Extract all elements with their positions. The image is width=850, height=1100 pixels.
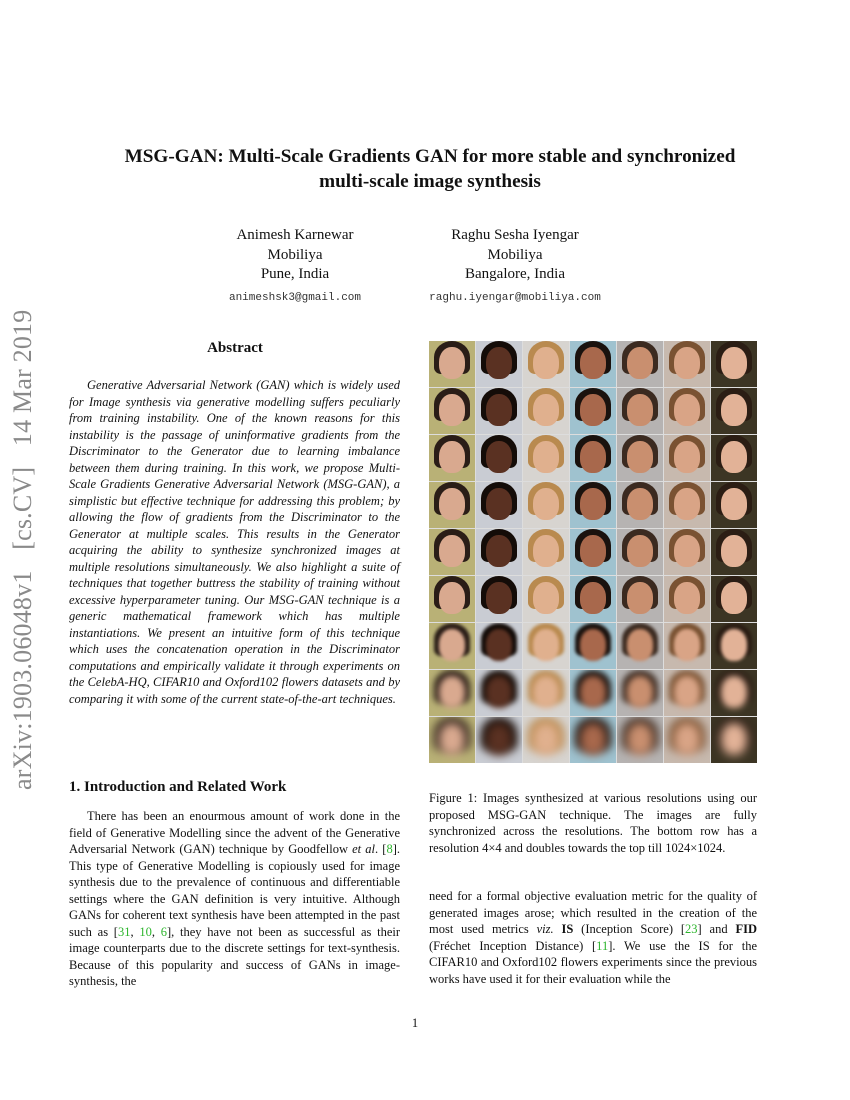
face-shape [486,676,512,707]
synthesized-face-image [711,576,757,622]
synthesized-face-image [476,670,522,716]
synthesized-face-image [570,529,616,575]
face-shape [533,723,559,754]
face-shape [486,488,512,519]
face-shape [721,723,747,754]
author-email: animeshsk3@gmail.com [228,291,362,304]
synthesized-face-image [570,482,616,528]
synthesized-face-image [570,717,616,763]
face-shape [486,582,512,613]
synthesized-face-image [476,435,522,481]
face-shape [721,676,747,707]
synthesized-face-image [664,341,710,387]
synthesized-face-image [523,623,569,669]
face-shape [439,629,465,660]
face-shape [721,394,747,425]
synthesized-face-image [523,576,569,622]
face-shape [580,488,606,519]
face-shape [533,582,559,613]
synthesized-face-image [429,482,475,528]
face-shape [486,441,512,472]
abstract-heading: Abstract [207,340,263,356]
synthesized-face-image [664,529,710,575]
text-run: need for a formal objective evaluation metric for the quality of generated images arose; which resulted in the creation of the most used metrics [429,889,757,936]
face-shape [439,535,465,566]
face-shape [439,676,465,707]
face-shape [439,582,465,613]
face-shape [721,488,747,519]
face-shape [486,723,512,754]
abstract-text [69,377,400,707]
text-run-italic: viz. [536,922,554,936]
face-shape [580,347,606,378]
text-run: , [151,924,161,939]
face-shape [533,441,559,472]
synthesized-face-image [476,717,522,763]
face-shape [627,723,653,754]
synthesized-face-image [523,435,569,481]
text-run: ], they have not been as successful as their image counterparts due to the discrete settings for text-synthesis. Because of this popularity and success of GANs in image-synthesis, the [69,924,401,988]
text-run: . [ [375,842,387,856]
face-shape [721,629,747,660]
face-shape [533,676,559,707]
face-shape [580,676,606,707]
synthesized-face-image [617,341,663,387]
synthesized-face-image [523,388,569,434]
synthesized-face-image [664,388,710,434]
author-location: Pune, India [260,266,330,282]
face-shape [439,441,465,472]
face-shape [721,347,747,378]
synthesized-face-image [429,435,475,481]
figure-1-image-grid [429,341,757,763]
synthesized-face-image [523,717,569,763]
page-number: 1 [411,1016,419,1030]
synthesized-face-image [711,435,757,481]
arxiv-date: 14 Mar 2019 [8,309,37,447]
synthesized-face-image [429,341,475,387]
text-run: , [130,924,140,939]
face-shape [533,347,559,378]
face-shape [533,488,559,519]
text-run-bold: IS [561,922,574,936]
text-run: ]. This type of Generative Modelling is copiously used for image synthesis due to the prevalence of continuous and differentiable settings where the GAN definition is very intuitive. Although GANs for coherent text synthesis have been attempted in the past such as [ [69,842,400,939]
author-name: Animesh Karnewar [236,227,354,243]
face-shape [627,394,653,425]
face-shape [674,441,700,472]
face-shape [580,394,606,425]
text-run: (Inception Score) [ [573,922,686,936]
synthesized-face-image [617,482,663,528]
face-shape [721,441,747,472]
face-shape [486,629,512,660]
face-shape [580,582,606,613]
face-shape [439,347,465,378]
text-run: (Fréchet Inception Distance) [ [429,938,597,953]
arxiv-id: arXiv:1903.06048v1 [8,570,37,790]
synthesized-face-image [617,670,663,716]
synthesized-face-image [617,623,663,669]
arxiv-sidebar-stamp [8,280,38,790]
synthesized-face-image [476,529,522,575]
text-run: ]. We use the IS for the CIFAR10 and Oxford102 flowers experiments since the previous works have used it for their evaluation while the [429,938,757,986]
face-shape [580,629,606,660]
synthesized-face-image [617,717,663,763]
face-shape [674,394,700,425]
synthesized-face-image [711,482,757,528]
text-run-italic: et al [352,842,375,856]
face-shape [439,394,465,425]
text-run: ] and [697,922,736,936]
figure-1-caption: Figure 1: Images synthesized at various resolutions using our proposed MSG-GAN technique. The images are fully synchronized across the resolutions. The bottom row has a resolution 4×4 and doubles towards the top till 1024×1024. [429,791,757,855]
synthesized-face-image [476,341,522,387]
synthesized-face-image [429,529,475,575]
face-shape [486,394,512,425]
author-email: raghu.iyengar@mobiliya.com [429,291,601,304]
synthesized-face-image [429,576,475,622]
synthesized-face-image [476,482,522,528]
face-shape [533,629,559,660]
title-line-1: MSG-GAN: Multi-Scale Gradients GAN for more stable and synchronized [124,146,736,167]
face-shape [580,441,606,472]
synthesized-face-image [429,623,475,669]
author-name: Raghu Sesha Iyengar [451,227,579,243]
citation-link[interactable]: 11 [596,938,609,953]
synthesized-face-image [476,576,522,622]
citation-link[interactable]: 31 [117,924,131,939]
synthesized-face-image [523,529,569,575]
face-shape [533,394,559,425]
synthesized-face-image [476,623,522,669]
text-run: There has been an enourmous amount of work done in the field of Generative Modelling since the advent of the Generative Adversarial Network (GAN) technique by Goodfellow [69,809,400,856]
face-shape [674,535,700,566]
synthesized-face-image [711,670,757,716]
synthesized-face-image [617,576,663,622]
section-heading-introduction: 1. Introduction and Related Work [69,779,287,795]
citation-link[interactable]: 10 [139,924,152,939]
face-shape [439,723,465,754]
face-shape [674,582,700,613]
face-shape [674,488,700,519]
face-shape [439,488,465,519]
citation-link[interactable]: 6 [160,924,167,939]
introduction-text [69,808,400,990]
synthesized-face-image [664,576,710,622]
synthesized-face-image [617,388,663,434]
synthesized-face-image [476,388,522,434]
face-shape [627,347,653,378]
face-shape [721,535,747,566]
introduction-text-continued [429,888,757,987]
arxiv-category: [cs.CV] [8,466,37,550]
synthesized-face-image [429,717,475,763]
face-shape [627,629,653,660]
citation-link[interactable]: 8 [386,842,393,856]
synthesized-face-image [570,670,616,716]
synthesized-face-image [617,529,663,575]
author-block-1 [195,226,395,308]
synthesized-face-image [617,435,663,481]
synthesized-face-image [523,670,569,716]
synthesized-face-image [429,670,475,716]
face-shape [674,629,700,660]
synthesized-face-image [711,529,757,575]
face-shape [533,535,559,566]
face-shape [627,676,653,707]
synthesized-face-image [664,435,710,481]
face-shape [627,535,653,566]
face-shape [486,535,512,566]
face-shape [674,347,700,378]
introduction-paragraph-1 [69,808,400,990]
face-shape [674,676,700,707]
synthesized-face-image [664,717,710,763]
synthesized-face-image [570,388,616,434]
author-block-2 [415,226,615,308]
face-shape [721,582,747,613]
synthesized-face-image [570,341,616,387]
synthesized-face-image [711,623,757,669]
synthesized-face-image [664,670,710,716]
synthesized-face-image [523,482,569,528]
synthesized-face-image [711,388,757,434]
synthesized-face-image [523,341,569,387]
synthesized-face-image [570,576,616,622]
face-shape [674,723,700,754]
face-shape [627,582,653,613]
synthesized-face-image [664,623,710,669]
synthesized-face-image [711,717,757,763]
synthesized-face-image [429,388,475,434]
introduction-paragraph-1-continued [429,888,757,987]
text-run-bold: FID [735,922,757,936]
face-shape [580,535,606,566]
paper-title [60,144,800,194]
citation-link[interactable]: 23 [685,922,698,936]
face-shape [627,488,653,519]
synthesized-face-image [664,482,710,528]
author-location: Bangalore, India [465,266,565,282]
synthesized-face-image [570,435,616,481]
face-shape [486,347,512,378]
synthesized-face-image [711,341,757,387]
author-affiliation: Mobiliya [267,246,323,263]
face-shape [580,723,606,754]
face-shape [627,441,653,472]
author-affiliation: Mobiliya [487,246,543,263]
synthesized-face-image [570,623,616,669]
abstract-paragraph: Generative Adversarial Network (GAN) which is widely used for Image synthesis via generative modelling suffers peculiarly from training instability. One of the known reasons for this instability is the passage of uninformative gradients from the Discriminator to the Generator due to learning imbalance between them during training. In this work, we propose Multi-Scale Gradients Generative Adversarial Network (MSG-GAN), a simplistic but effective technique for addressing this problem; by allowing the flow of gradients from the Discriminator to the Generator at multiple scales. This results in the Generator acquiring the ability to synthesize synchronized images at multiple resolutions simultaneously. We also highlight a suite of techniques that together buttress the stability of training without excessive hyperparameter tuning. Our MSG-GAN technique is a generic mathematical framework which has multiple instantiations. We present an intuitive form of this technique which uses the concatenation operation in the Discriminator computations and empirically validate it through experiments on the CelebA-HQ, CIFAR10 and Oxford102 flowers datasets and by comparing it with some of the current state-of-the-art techniques. [69,378,400,706]
title-line-2: multi-scale image synthesis [319,171,541,192]
